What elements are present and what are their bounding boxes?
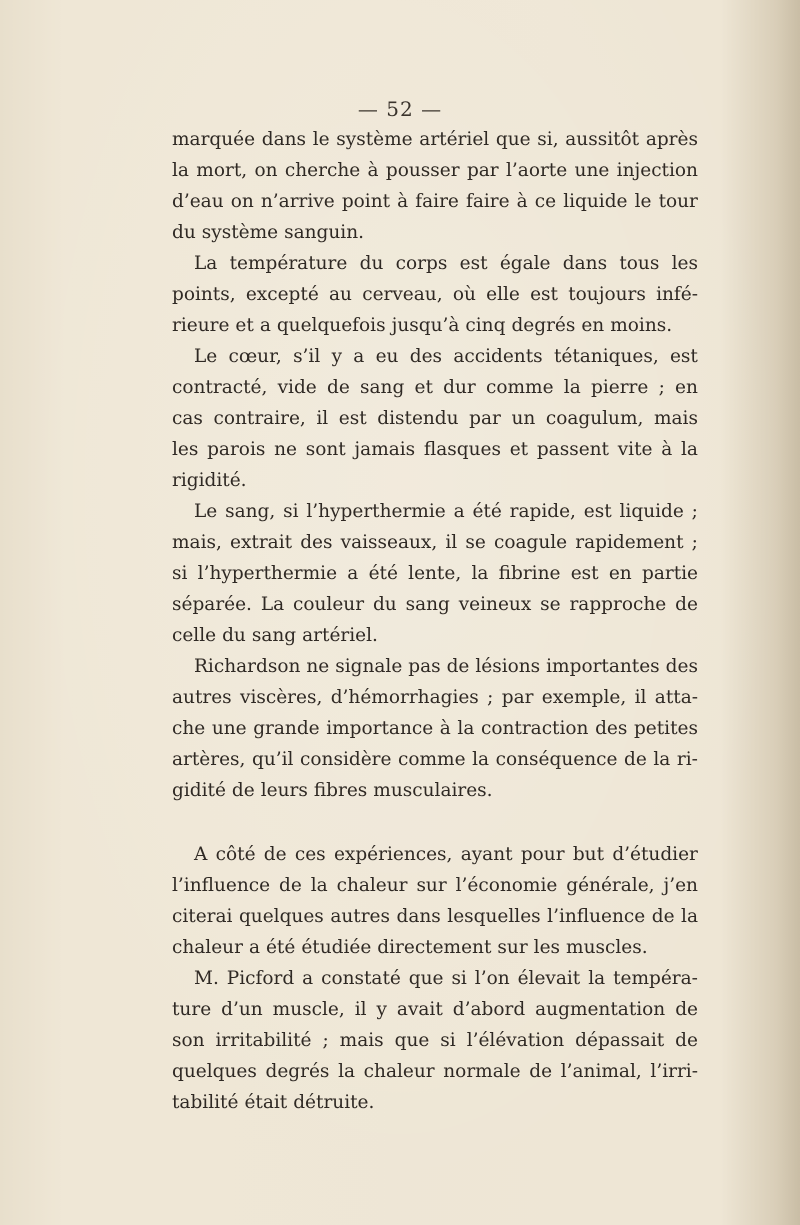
text-line: son irritabilité ; mais que si l’élévation dépassait de: [172, 1030, 698, 1051]
text-line: marquée dans le système artériel que si, aussitôt après: [172, 129, 698, 150]
text-line: rieure et a quelquefois jusqu’à cinq degrés en moins.: [172, 315, 673, 336]
text-line: autres viscères, d’hémorrhagies ; par exemple, il atta-: [172, 687, 698, 708]
text-line: tabilité était détruite.: [172, 1092, 375, 1113]
text-line: La température du corps est égale dans tous les: [194, 253, 698, 274]
text-line: ture d’un muscle, il y avait d’abord augmentation de: [172, 999, 698, 1020]
text-line: séparée. La couleur du sang veineux se rapproche de: [172, 594, 698, 615]
page-body-text: [172, 124, 698, 1118]
text-line: A côté de ces expériences, ayant pour but d’étudier: [194, 844, 698, 865]
text-line: Le sang, si l’hyperthermie a été rapide, est liquide ;: [194, 501, 698, 522]
text-line: du système sanguin.: [172, 222, 364, 243]
text-line: citerai quelques autres dans lesquelles l’influence de la: [172, 906, 698, 927]
text-line: celle du sang artériel.: [172, 625, 378, 646]
text-line: Richardson ne signale pas de lésions importantes des: [194, 656, 698, 677]
text-line: cas contraire, il est distendu par un coagulum, mais: [172, 408, 698, 429]
page-number: — 52 —: [357, 97, 443, 121]
text-line: contracté, vide de sang et dur comme la pierre ; en: [172, 377, 698, 398]
paragraph-gap: [172, 806, 698, 839]
text-line: la mort, on cherche à pousser par l’aorte une injection: [172, 160, 698, 181]
text-line: artères, qu’il considère comme la conséquence de la ri-: [172, 749, 698, 770]
text-line: mais, extrait des vaisseaux, il se coagule rapidement ;: [172, 532, 698, 553]
text-line: d’eau on n’arrive point à faire faire à ce liquide le tour: [172, 191, 698, 212]
text-line: Le cœur, s’il y a eu des accidents tétaniques, est: [194, 346, 698, 367]
text-line: quelques degrés la chaleur normale de l’animal, l’irri-: [172, 1061, 698, 1082]
text-line: chaleur a été étudiée directement sur les muscles.: [172, 937, 648, 958]
text-line: points, excepté au cerveau, où elle est toujours infé-: [172, 284, 698, 305]
text-line: gidité de leurs fibres musculaires.: [172, 780, 493, 801]
text-line: les parois ne sont jamais flasques et passent vite à la: [172, 439, 698, 460]
text-line: rigidité.: [172, 470, 247, 491]
text-line: che une grande importance à la contraction des petites: [172, 718, 698, 739]
text-line: si l’hyperthermie a été lente, la fibrine est en partie: [172, 563, 698, 584]
text-line: M. Picford a constaté que si l’on élevait la tempéra-: [194, 968, 698, 989]
text-line: l’influence de la chaleur sur l’économie générale, j’en: [172, 875, 698, 896]
